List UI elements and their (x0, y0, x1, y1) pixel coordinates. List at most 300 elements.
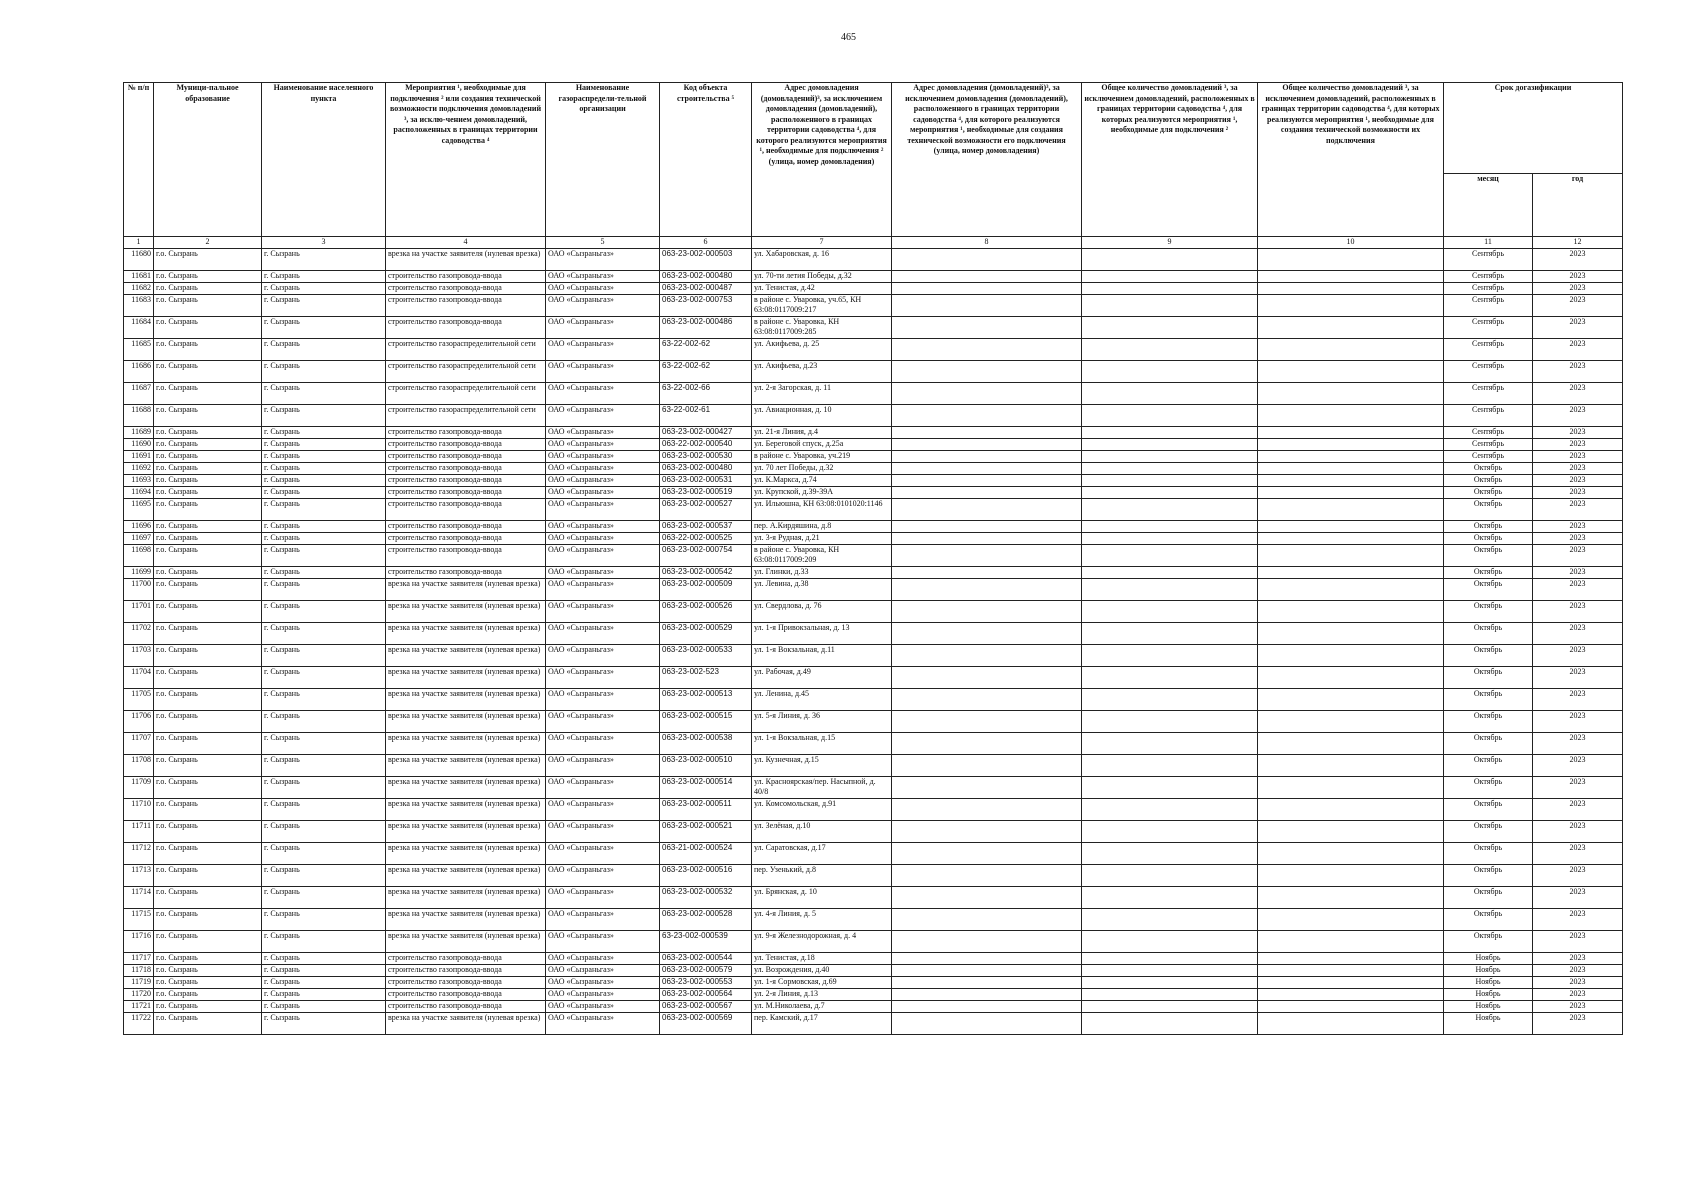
row-number: 11692 (124, 462, 154, 474)
row-year: 2023 (1533, 360, 1623, 382)
row-organization: ОАО «Сызраньгаз» (546, 886, 660, 908)
row-municipality: г.о. Сызрань (154, 532, 262, 544)
row-number: 11699 (124, 566, 154, 578)
row-number: 11684 (124, 316, 154, 338)
row-count-connection (1082, 976, 1258, 988)
row-object-code: 063-23-002-000519 (660, 486, 752, 498)
row-settlement: г. Сызрань (262, 360, 386, 382)
row-count-connection (1082, 864, 1258, 886)
row-municipality: г.о. Сызрань (154, 1012, 262, 1034)
row-address: ул. 1-я Привокзальная, д. 13 (752, 622, 892, 644)
row-object-code: 063-23-002-000427 (660, 426, 752, 438)
row-municipality: г.о. Сызрань (154, 248, 262, 270)
row-event: врезка на участке заявителя (нулевая врезка) (386, 248, 546, 270)
row-year: 2023 (1533, 450, 1623, 462)
row-settlement: г. Сызрань (262, 930, 386, 952)
row-month: Сентябрь (1444, 316, 1533, 338)
row-object-code: 063-23-002-000533 (660, 644, 752, 666)
row-year: 2023 (1533, 732, 1623, 754)
row-organization: ОАО «Сызраньгаз» (546, 776, 660, 798)
row-settlement: г. Сызрань (262, 864, 386, 886)
row-address: ул. Возрождения, д.40 (752, 964, 892, 976)
row-event: врезка на участке заявителя (нулевая врезка) (386, 864, 546, 886)
row-municipality: г.о. Сызрань (154, 622, 262, 644)
row-number: 11683 (124, 294, 154, 316)
row-count-technical (1258, 710, 1444, 732)
row-municipality: г.о. Сызрань (154, 600, 262, 622)
row-year: 2023 (1533, 404, 1623, 426)
row-number: 11715 (124, 908, 154, 930)
row-address: ул. Комсомольская, д.91 (752, 798, 892, 820)
row-year: 2023 (1533, 644, 1623, 666)
row-municipality: г.о. Сызрань (154, 544, 262, 566)
row-count-technical (1258, 688, 1444, 710)
row-address: ул. 70-ти летия Победы, д.32 (752, 270, 892, 282)
row-count-connection (1082, 338, 1258, 360)
row-municipality: г.о. Сызрань (154, 566, 262, 578)
row-event: врезка на участке заявителя (нулевая врезка) (386, 842, 546, 864)
row-event: врезка на участке заявителя (нулевая врезка) (386, 666, 546, 688)
row-year: 2023 (1533, 382, 1623, 404)
row-number: 11706 (124, 710, 154, 732)
row-municipality: г.о. Сызрань (154, 316, 262, 338)
row-address-technical (892, 282, 1082, 294)
row-count-technical (1258, 732, 1444, 754)
row-address: ул. Береговой спуск, д.25а (752, 438, 892, 450)
row-number: 11680 (124, 248, 154, 270)
column-number: 10 (1258, 237, 1444, 249)
row-count-connection (1082, 754, 1258, 776)
row-municipality: г.о. Сызрань (154, 842, 262, 864)
row-municipality: г.о. Сызрань (154, 798, 262, 820)
row-count-technical (1258, 498, 1444, 520)
table-row (124, 1012, 1623, 1034)
column-numbers-row (124, 237, 1623, 249)
row-count-technical (1258, 462, 1444, 474)
row-address-technical (892, 600, 1082, 622)
row-count-technical (1258, 270, 1444, 282)
row-organization: ОАО «Сызраньгаз» (546, 294, 660, 316)
row-year: 2023 (1533, 776, 1623, 798)
row-object-code: 063-23-002-000544 (660, 952, 752, 964)
row-year: 2023 (1533, 474, 1623, 486)
row-count-connection (1082, 1000, 1258, 1012)
row-organization: ОАО «Сызраньгаз» (546, 842, 660, 864)
row-event: строительство газопровода-ввода (386, 450, 546, 462)
row-address-technical (892, 532, 1082, 544)
row-address: ул. Тенистая, д.18 (752, 952, 892, 964)
row-organization: ОАО «Сызраньгаз» (546, 462, 660, 474)
row-address-technical (892, 426, 1082, 438)
row-month: Сентябрь (1444, 294, 1533, 316)
row-object-code: 063-23-002-000553 (660, 976, 752, 988)
row-address-technical (892, 270, 1082, 282)
row-address-technical (892, 382, 1082, 404)
row-municipality: г.о. Сызрань (154, 404, 262, 426)
row-event: врезка на участке заявителя (нулевая врезка) (386, 820, 546, 842)
row-count-connection (1082, 360, 1258, 382)
row-event: строительство газораспределительной сети (386, 360, 546, 382)
row-count-technical (1258, 622, 1444, 644)
row-address-technical (892, 820, 1082, 842)
row-number: 11685 (124, 338, 154, 360)
row-count-technical (1258, 532, 1444, 544)
row-settlement: г. Сызрань (262, 688, 386, 710)
table-row (124, 294, 1623, 316)
row-count-connection (1082, 520, 1258, 532)
column-number: 8 (892, 237, 1082, 249)
row-year: 2023 (1533, 600, 1623, 622)
row-organization: ОАО «Сызраньгаз» (546, 688, 660, 710)
row-number: 11720 (124, 988, 154, 1000)
row-month: Сентябрь (1444, 360, 1533, 382)
row-address: ул. 1-я Вокзальная, д.15 (752, 732, 892, 754)
row-event: врезка на участке заявителя (нулевая врезка) (386, 600, 546, 622)
row-municipality: г.о. Сызрань (154, 382, 262, 404)
row-object-code: 063-23-002-000486 (660, 316, 752, 338)
row-month: Октябрь (1444, 462, 1533, 474)
row-event: врезка на участке заявителя (нулевая врезка) (386, 1012, 546, 1034)
row-address: ул. 9-я Железнодорожная, д. 4 (752, 930, 892, 952)
row-address-technical (892, 754, 1082, 776)
header-count-technical: Общее количество домовладений ³, за исключением домовладений, расположенных в границах территории садоводства ⁴, для которых реализуются мероприятия ¹, необходимые для создания технической возможности их подключения (1258, 83, 1444, 237)
row-address-technical (892, 952, 1082, 964)
row-object-code: 063-23-002-000521 (660, 820, 752, 842)
column-number: 2 (154, 237, 262, 249)
row-object-code: 063-21-002-000524 (660, 842, 752, 864)
row-event: строительство газопровода-ввода (386, 294, 546, 316)
row-year: 2023 (1533, 498, 1623, 520)
row-count-connection (1082, 798, 1258, 820)
row-address: ул. 1-я Вокзальная, д.11 (752, 644, 892, 666)
gasification-table (123, 82, 1623, 1035)
row-organization: ОАО «Сызраньгаз» (546, 754, 660, 776)
row-object-code: 063-23-002-000564 (660, 988, 752, 1000)
row-object-code: 063-23-002-000514 (660, 776, 752, 798)
row-object-code: 063-23-002-000503 (660, 248, 752, 270)
row-year: 2023 (1533, 520, 1623, 532)
row-object-code: 063-23-002-000528 (660, 908, 752, 930)
row-count-connection (1082, 886, 1258, 908)
row-count-technical (1258, 382, 1444, 404)
row-object-code: 063-23-002-000510 (660, 754, 752, 776)
table-row (124, 988, 1623, 1000)
row-month: Октябрь (1444, 930, 1533, 952)
row-month: Октябрь (1444, 732, 1533, 754)
row-year: 2023 (1533, 976, 1623, 988)
row-address-technical (892, 798, 1082, 820)
row-settlement: г. Сызрань (262, 578, 386, 600)
row-organization: ОАО «Сызраньгаз» (546, 270, 660, 282)
row-municipality: г.о. Сызрань (154, 886, 262, 908)
row-count-connection (1082, 270, 1258, 282)
row-organization: ОАО «Сызраньгаз» (546, 360, 660, 382)
row-event: строительство газопровода-ввода (386, 976, 546, 988)
row-address: ул. Крупской, д.39-39А (752, 486, 892, 498)
row-object-code: 063-22-002-000525 (660, 532, 752, 544)
row-settlement: г. Сызрань (262, 988, 386, 1000)
row-number: 11707 (124, 732, 154, 754)
row-year: 2023 (1533, 316, 1623, 338)
row-settlement: г. Сызрань (262, 644, 386, 666)
row-month: Ноябрь (1444, 1000, 1533, 1012)
row-address: ул. Кузнечная, д.15 (752, 754, 892, 776)
row-month: Октябрь (1444, 600, 1533, 622)
header-organization: Наименование газораспредели-тельной организации (546, 83, 660, 237)
row-count-technical (1258, 776, 1444, 798)
row-settlement: г. Сызрань (262, 294, 386, 316)
row-year: 2023 (1533, 710, 1623, 732)
row-municipality: г.о. Сызрань (154, 820, 262, 842)
row-address-technical (892, 1012, 1082, 1034)
row-municipality: г.о. Сызрань (154, 976, 262, 988)
row-organization: ОАО «Сызраньгаз» (546, 930, 660, 952)
row-settlement: г. Сызрань (262, 270, 386, 282)
row-event: врезка на участке заявителя (нулевая врезка) (386, 578, 546, 600)
row-address: ул. Ильюшна, КН 63:08:0101020:1146 (752, 498, 892, 520)
row-settlement: г. Сызрань (262, 566, 386, 578)
row-settlement: г. Сызрань (262, 908, 386, 930)
row-address: ул. Свердлова, д. 76 (752, 600, 892, 622)
table-row (124, 600, 1623, 622)
row-object-code: 063-23-002-000537 (660, 520, 752, 532)
row-settlement: г. Сызрань (262, 426, 386, 438)
row-address-technical (892, 486, 1082, 498)
table-row (124, 976, 1623, 988)
row-address: ул. Акифьева, д. 25 (752, 338, 892, 360)
row-number: 11704 (124, 666, 154, 688)
header-address-technical: Адрес домовладения (домовладений)³, за исключением домовладения (домовладений), расположенного в границах территории садоводства ⁴, для которого реализуются мероприятия ¹, необходимые для создания технической возможности его подключения (улица, номер домовладения) (892, 83, 1082, 237)
row-address-technical (892, 316, 1082, 338)
row-settlement: г. Сызрань (262, 842, 386, 864)
table-row (124, 474, 1623, 486)
row-municipality: г.о. Сызрань (154, 644, 262, 666)
row-event: строительство газопровода-ввода (386, 474, 546, 486)
row-month: Сентябрь (1444, 338, 1533, 360)
row-count-connection (1082, 486, 1258, 498)
row-address-technical (892, 644, 1082, 666)
column-number: 4 (386, 237, 546, 249)
row-year: 2023 (1533, 798, 1623, 820)
table-row (124, 382, 1623, 404)
row-number: 11688 (124, 404, 154, 426)
row-year: 2023 (1533, 248, 1623, 270)
row-count-connection (1082, 474, 1258, 486)
row-count-connection (1082, 908, 1258, 930)
table-row (124, 404, 1623, 426)
row-address-technical (892, 338, 1082, 360)
table-body (124, 248, 1623, 1034)
row-address: ул. М.Николаева, д.7 (752, 1000, 892, 1012)
row-object-code: 063-23-002-523 (660, 666, 752, 688)
row-organization: ОАО «Сызраньгаз» (546, 1000, 660, 1012)
row-count-connection (1082, 294, 1258, 316)
row-address: ул. 2-я Загорская, д. 11 (752, 382, 892, 404)
table-row (124, 666, 1623, 688)
row-municipality: г.о. Сызрань (154, 776, 262, 798)
row-address: в районе с. Уваровка, уч.65, КН 63:08:0117009:217 (752, 294, 892, 316)
row-settlement: г. Сызрань (262, 976, 386, 988)
row-count-technical (1258, 360, 1444, 382)
row-municipality: г.о. Сызрань (154, 988, 262, 1000)
row-object-code: 063-23-002-000531 (660, 474, 752, 486)
row-event: строительство газопровода-ввода (386, 282, 546, 294)
row-count-technical (1258, 754, 1444, 776)
row-count-connection (1082, 988, 1258, 1000)
row-address: ул. 3-я Рудная, д.21 (752, 532, 892, 544)
row-number: 11722 (124, 1012, 154, 1034)
row-event: строительство газопровода-ввода (386, 520, 546, 532)
row-municipality: г.о. Сызрань (154, 666, 262, 688)
row-address: ул. Хабаровская, д. 16 (752, 248, 892, 270)
row-organization: ОАО «Сызраньгаз» (546, 474, 660, 486)
row-address: ул. Левина, д.38 (752, 578, 892, 600)
row-address: ул. К.Маркса, д.74 (752, 474, 892, 486)
row-address-technical (892, 842, 1082, 864)
row-object-code: 063-23-002-000538 (660, 732, 752, 754)
row-settlement: г. Сызрань (262, 450, 386, 462)
row-settlement: г. Сызрань (262, 798, 386, 820)
row-address: пер. А.Кирдяшина, д.8 (752, 520, 892, 532)
row-count-connection (1082, 776, 1258, 798)
row-year: 2023 (1533, 282, 1623, 294)
row-organization: ОАО «Сызраньгаз» (546, 710, 660, 732)
row-year: 2023 (1533, 952, 1623, 964)
row-settlement: г. Сызрань (262, 754, 386, 776)
row-number: 11686 (124, 360, 154, 382)
row-count-technical (1258, 988, 1444, 1000)
row-municipality: г.о. Сызрань (154, 952, 262, 964)
row-event: врезка на участке заявителя (нулевая врезка) (386, 688, 546, 710)
row-organization: ОАО «Сызраньгаз» (546, 666, 660, 688)
table-row (124, 1000, 1623, 1012)
row-month: Октябрь (1444, 798, 1533, 820)
row-organization: ОАО «Сызраньгаз» (546, 864, 660, 886)
row-address-technical (892, 578, 1082, 600)
row-municipality: г.о. Сызрань (154, 864, 262, 886)
row-organization: ОАО «Сызраньгаз» (546, 438, 660, 450)
column-number: 7 (752, 237, 892, 249)
row-count-connection (1082, 404, 1258, 426)
row-number: 11690 (124, 438, 154, 450)
row-address-technical (892, 438, 1082, 450)
table-row (124, 462, 1623, 474)
row-address: ул. Тенистая, д.42 (752, 282, 892, 294)
row-count-connection (1082, 666, 1258, 688)
row-number: 11705 (124, 688, 154, 710)
row-address: ул. Акифьева, д.23 (752, 360, 892, 382)
row-count-technical (1258, 248, 1444, 270)
row-address-technical (892, 688, 1082, 710)
row-year: 2023 (1533, 908, 1623, 930)
row-municipality: г.о. Сызрань (154, 338, 262, 360)
row-event: строительство газопровода-ввода (386, 1000, 546, 1012)
row-year: 2023 (1533, 622, 1623, 644)
row-number: 11718 (124, 964, 154, 976)
row-month: Сентябрь (1444, 270, 1533, 282)
row-municipality: г.о. Сызрань (154, 360, 262, 382)
row-event: врезка на участке заявителя (нулевая врезка) (386, 732, 546, 754)
column-number: 11 (1444, 237, 1533, 249)
row-year: 2023 (1533, 294, 1623, 316)
row-count-connection (1082, 498, 1258, 520)
table-row (124, 952, 1623, 964)
row-organization: ОАО «Сызраньгаз» (546, 316, 660, 338)
row-year: 2023 (1533, 578, 1623, 600)
row-number: 11710 (124, 798, 154, 820)
row-municipality: г.о. Сызрань (154, 732, 262, 754)
row-address: ул. 5-я Линия, д. 36 (752, 710, 892, 732)
row-address: ул. 1-я Сормовская, д.69 (752, 976, 892, 988)
table-row (124, 316, 1623, 338)
table-row (124, 930, 1623, 952)
row-address: ул. 21-я Линия, д.4 (752, 426, 892, 438)
row-organization: ОАО «Сызраньгаз» (546, 1012, 660, 1034)
row-address-technical (892, 474, 1082, 486)
row-event: строительство газопровода-ввода (386, 270, 546, 282)
row-count-connection (1082, 622, 1258, 644)
row-count-technical (1258, 600, 1444, 622)
table-row (124, 688, 1623, 710)
row-count-technical (1258, 486, 1444, 498)
row-address: ул. 2-я Линия, д.13 (752, 988, 892, 1000)
row-number: 11687 (124, 382, 154, 404)
row-event: строительство газопровода-ввода (386, 544, 546, 566)
column-number: 9 (1082, 237, 1258, 249)
header-events: Мероприятия ¹, необходимые для подключения ² или создания технической возможности подключения домовладений ³, за исклю-чением домовладений, расположенных в границах территории садоводства ⁴ (386, 83, 546, 237)
header-year: год (1533, 174, 1623, 237)
row-address-technical (892, 248, 1082, 270)
table-row (124, 578, 1623, 600)
row-month: Ноябрь (1444, 952, 1533, 964)
row-municipality: г.о. Сызрань (154, 908, 262, 930)
row-month: Ноябрь (1444, 964, 1533, 976)
row-month: Октябрь (1444, 578, 1533, 600)
row-object-code: 063-23-002-000513 (660, 688, 752, 710)
row-count-connection (1082, 544, 1258, 566)
row-municipality: г.о. Сызрань (154, 754, 262, 776)
row-year: 2023 (1533, 1012, 1623, 1034)
row-count-technical (1258, 1000, 1444, 1012)
row-object-code: 063-23-002-000542 (660, 566, 752, 578)
row-municipality: г.о. Сызрань (154, 498, 262, 520)
row-number: 11719 (124, 976, 154, 988)
row-year: 2023 (1533, 544, 1623, 566)
row-organization: ОАО «Сызраньгаз» (546, 520, 660, 532)
row-number: 11682 (124, 282, 154, 294)
row-month: Октябрь (1444, 776, 1533, 798)
row-address-technical (892, 360, 1082, 382)
row-count-technical (1258, 886, 1444, 908)
row-count-connection (1082, 248, 1258, 270)
row-organization: ОАО «Сызраньгаз» (546, 532, 660, 544)
header-object-code: Код объекта строительства ⁵ (660, 83, 752, 237)
row-object-code: 063-23-002-000569 (660, 1012, 752, 1034)
row-count-connection (1082, 282, 1258, 294)
row-municipality: г.о. Сызрань (154, 688, 262, 710)
table-row (124, 732, 1623, 754)
row-year: 2023 (1533, 988, 1623, 1000)
row-settlement: г. Сызрань (262, 1012, 386, 1034)
column-number: 12 (1533, 237, 1623, 249)
row-object-code: 063-23-002-000753 (660, 294, 752, 316)
column-number: 1 (124, 237, 154, 249)
row-address-technical (892, 566, 1082, 578)
table-row (124, 776, 1623, 798)
row-settlement: г. Сызрань (262, 820, 386, 842)
row-address: ул. Рабочая, д.49 (752, 666, 892, 688)
row-number: 11694 (124, 486, 154, 498)
